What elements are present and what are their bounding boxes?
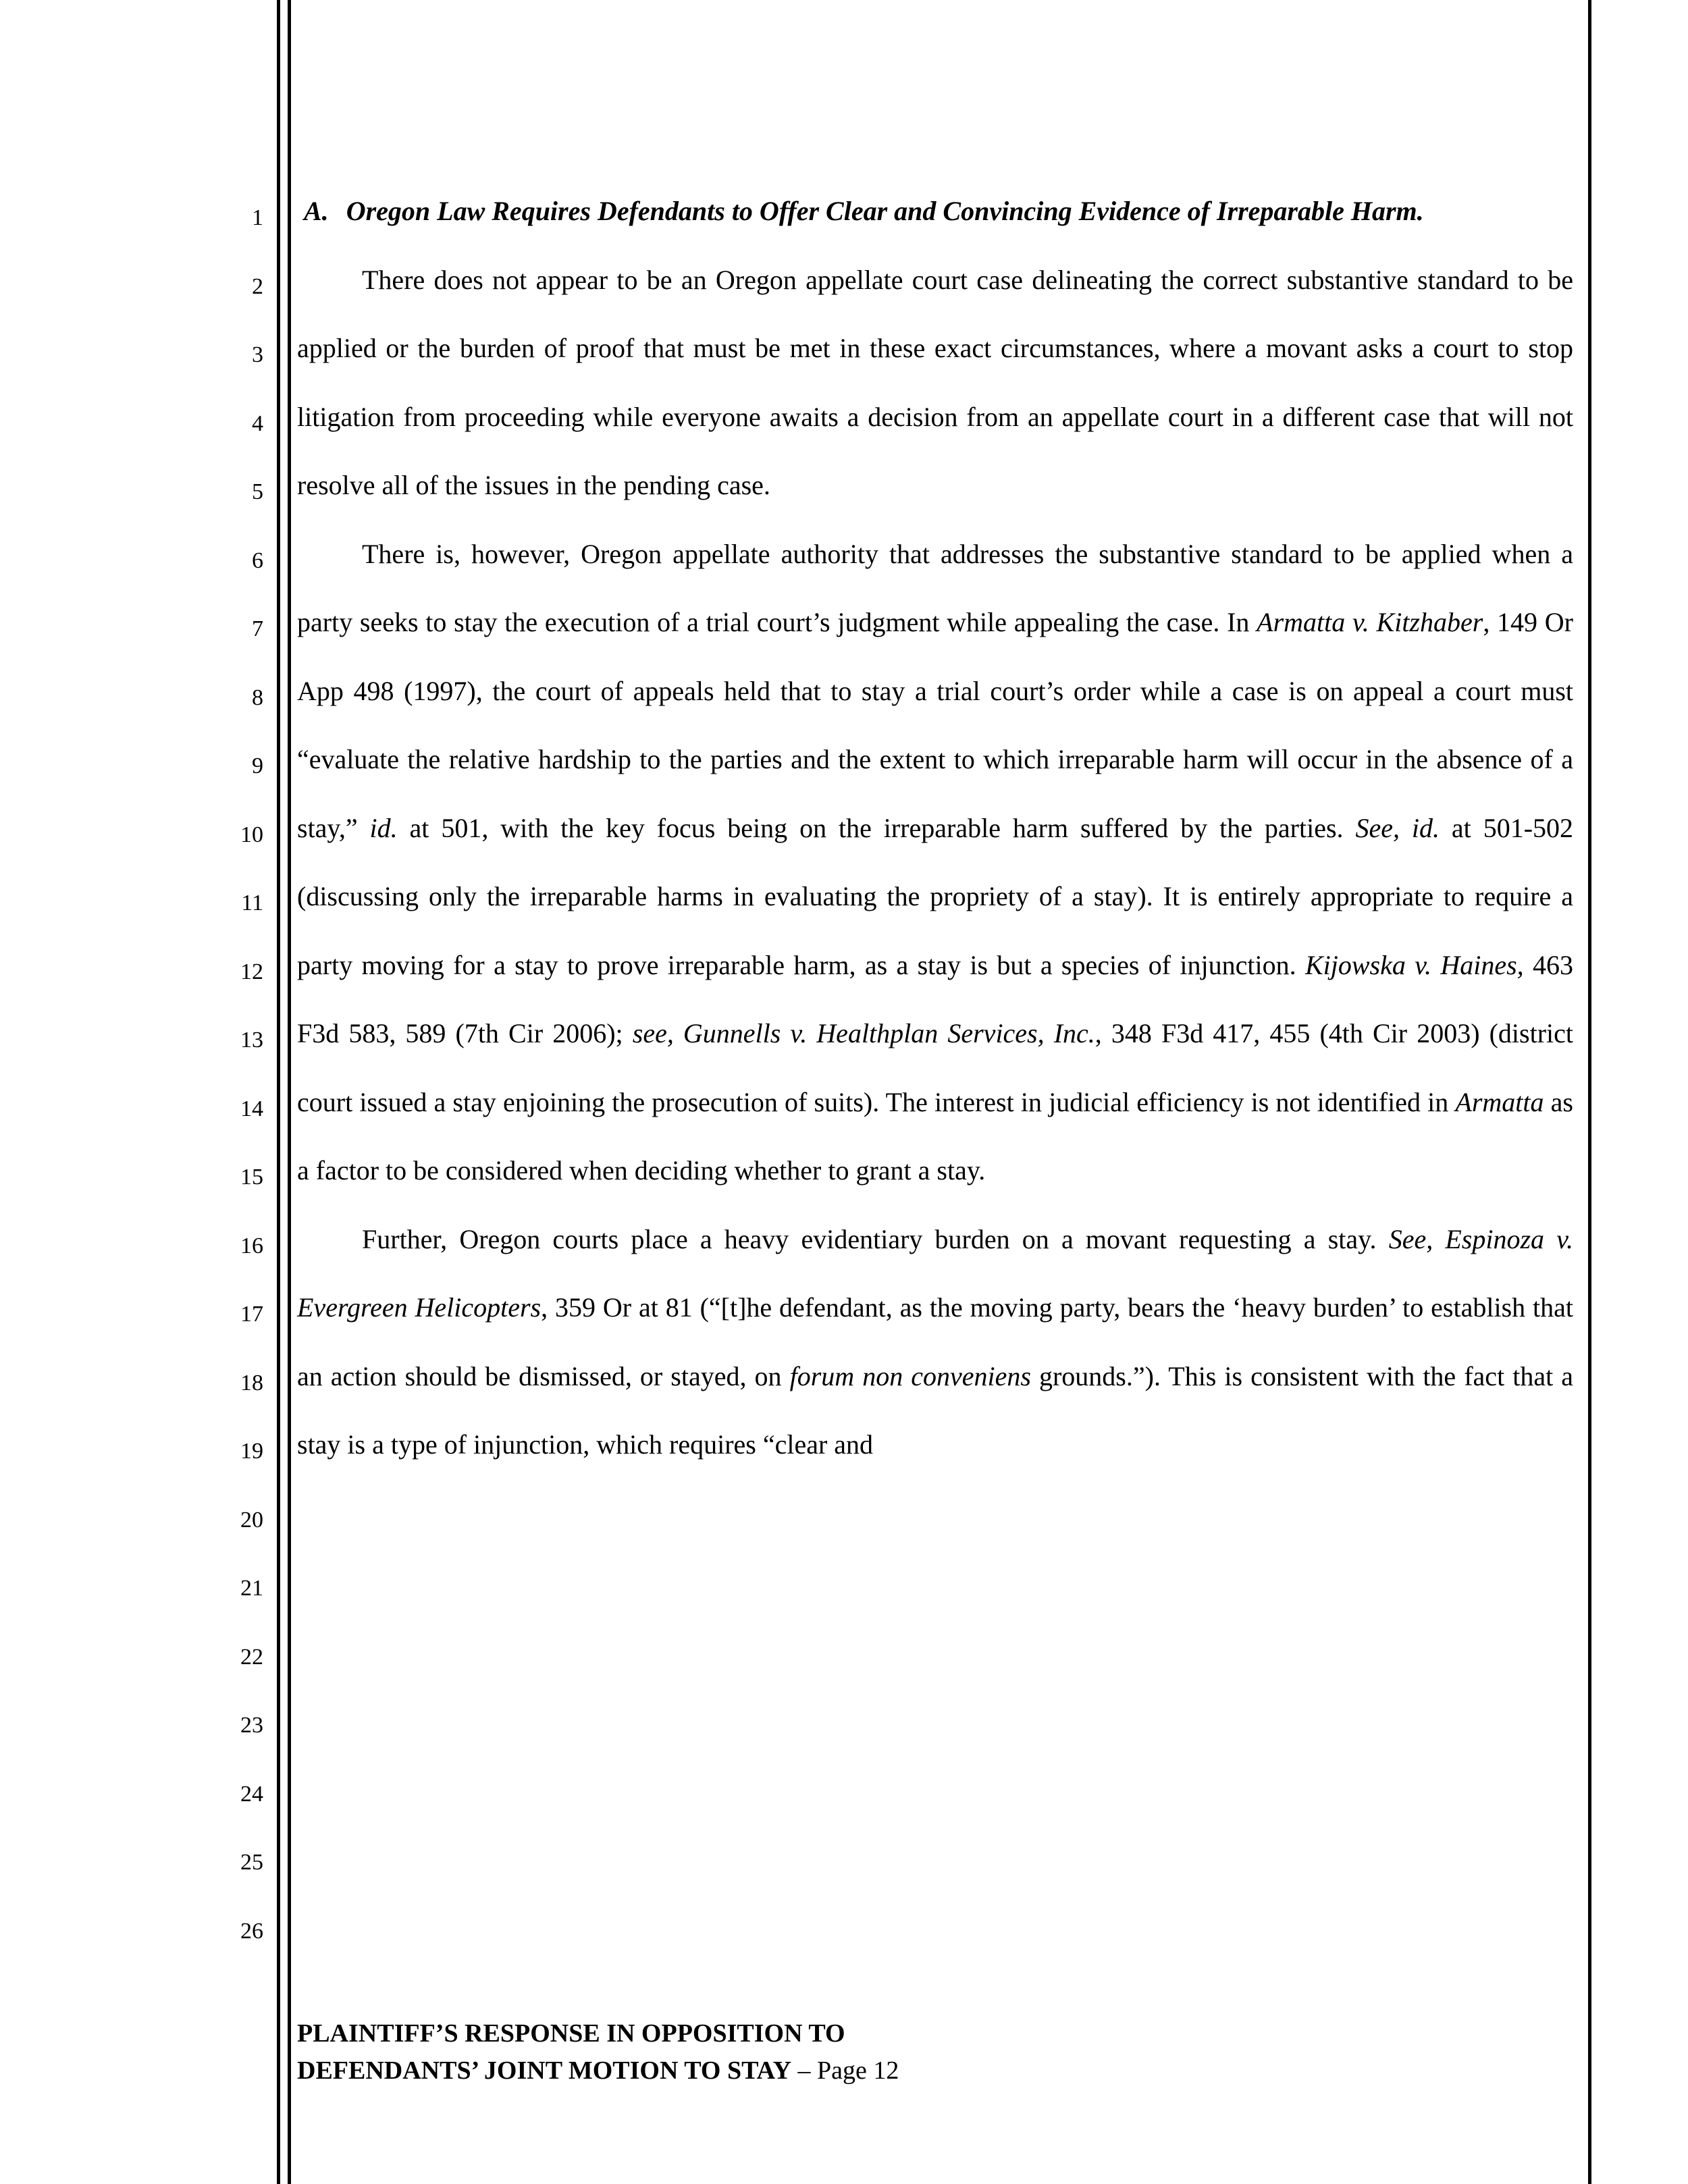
body-text: Further, Oregon courts place a heavy evidentiary burden on a movant requesting a stay. <box>362 1223 1389 1254</box>
document-body <box>297 177 1573 1479</box>
body-text: There is, however, Oregon appellate authority that addresses the substantive standard to be applied when a party seeks to stay the execution of a trial court’s judgment while appealing the case. In <box>297 538 1573 637</box>
paragraph-3 <box>297 1205 1573 1479</box>
pleading-rule-left-inner <box>288 0 291 2184</box>
line-number: 1 <box>252 205 263 230</box>
line-number-gutter <box>169 184 263 1965</box>
line-number: 5 <box>252 479 263 504</box>
line-number: 4 <box>252 410 263 436</box>
line-number: 16 <box>240 1233 263 1258</box>
citation-italic: See, Espinoza v. Evergreen Helicopters <box>297 1223 1573 1323</box>
body-text: at 501, with the key focus being on the irreparable harm suffered by the parties. <box>397 812 1356 843</box>
line-number: 7 <box>252 616 263 641</box>
body-text: 463 F3d 583, 589 (7th Cir 2006); <box>297 949 1573 1048</box>
line-number: 8 <box>252 685 263 710</box>
line-number: 9 <box>252 753 263 778</box>
citation-italic: id. <box>369 812 398 843</box>
footer-line-1: PLAINTIFF’S RESPONSE IN OPPOSITION TO <box>297 2019 845 2048</box>
line-number: 14 <box>240 1096 263 1121</box>
citation-italic: Armatta v. Kitzhaber <box>1257 607 1483 637</box>
citation-italic: Kijowska v. Haines, <box>1304 949 1524 980</box>
section-heading-text: Oregon Law Requires Defendants to Offer Clear and Convincing Evidence of Irreparable Harm. <box>346 196 1424 226</box>
line-number: 10 <box>240 822 263 847</box>
body-text: as a factor to be considered when deciding whether to grant a stay. <box>297 1086 1573 1186</box>
line-number: 15 <box>240 1165 263 1190</box>
line-number: 2 <box>252 273 263 299</box>
footer-line-2 <box>297 2052 1580 2089</box>
line-number: 6 <box>252 548 263 573</box>
line-number: 25 <box>240 1850 263 1875</box>
body-text: grounds.”). This is consistent with the fact that a stay is a type of injunction, which requires “clear and <box>297 1360 1573 1460</box>
citation-italic: forum non conveniens <box>789 1360 1031 1391</box>
paragraph-1: There does not appear to be an Oregon appellate court case delineating the correct substantive standard to be applied or the burden of proof that must be met in these exact circumstances, where a movant asks a court to stop litigation from proceeding while everyone awaits a decision from an appellate court in a different case that will not resolve all of the issues in the pending case. <box>297 264 1573 500</box>
citation-italic: Armatta <box>1455 1086 1544 1117</box>
body-text: , 149 Or App 498 (1997), the court of appeals held that to stay a trial court’s order while a case is on appeal a court must “evaluate the relative hardship to the parties and the extent to which irreparable harm will occur in the absence of a stay,” <box>297 607 1573 843</box>
line-number: 20 <box>240 1507 263 1533</box>
pleading-rule-left-outer <box>277 0 280 2184</box>
line-number: 12 <box>240 959 263 984</box>
body-text: , 359 Or at 81 (“[t]he defendant, as the moving party, bears the ‘heavy burden’ to establish that an action should be dismissed, or stayed, on <box>297 1292 1574 1391</box>
line-number: 23 <box>240 1713 263 1738</box>
line-number: 18 <box>240 1370 263 1395</box>
body-text: , 348 F3d 417, 455 (4th Cir 2003) (district court issued a stay enjoining the prosecution of suits). The interest in judicial efficiency is not identified in <box>297 1018 1574 1117</box>
line-number: 22 <box>240 1644 263 1670</box>
line-number: 19 <box>240 1439 263 1464</box>
line-number: 26 <box>240 1918 263 1944</box>
footer-page-number: – Page 12 <box>791 2056 899 2085</box>
section-heading <box>304 177 1573 246</box>
paragraph-2 <box>297 520 1573 1205</box>
citation-italic: see, Gunnells v. Healthplan Services, Inc. <box>632 1018 1095 1048</box>
citation-italic: See, id. <box>1355 812 1440 843</box>
document-footer <box>297 2015 1580 2089</box>
line-number: 24 <box>240 1781 263 1807</box>
line-number: 13 <box>240 1028 263 1053</box>
line-number: 3 <box>252 342 263 367</box>
line-number: 17 <box>240 1302 263 1327</box>
body-text: at 501-502 (discussing only the irreparable harms in evaluating the propriety of a stay). It is entirely appropriate to require a party moving for a stay to prove irreparable harm, as a stay is but a species of injunction. <box>297 812 1574 980</box>
footer-caption: DEFENDANTS’ JOINT MOTION TO STAY <box>297 2056 792 2085</box>
line-number: 21 <box>240 1576 263 1601</box>
line-number: 11 <box>241 890 263 915</box>
section-heading-label: A. <box>304 196 329 226</box>
pleading-rule-right <box>1588 0 1591 2184</box>
